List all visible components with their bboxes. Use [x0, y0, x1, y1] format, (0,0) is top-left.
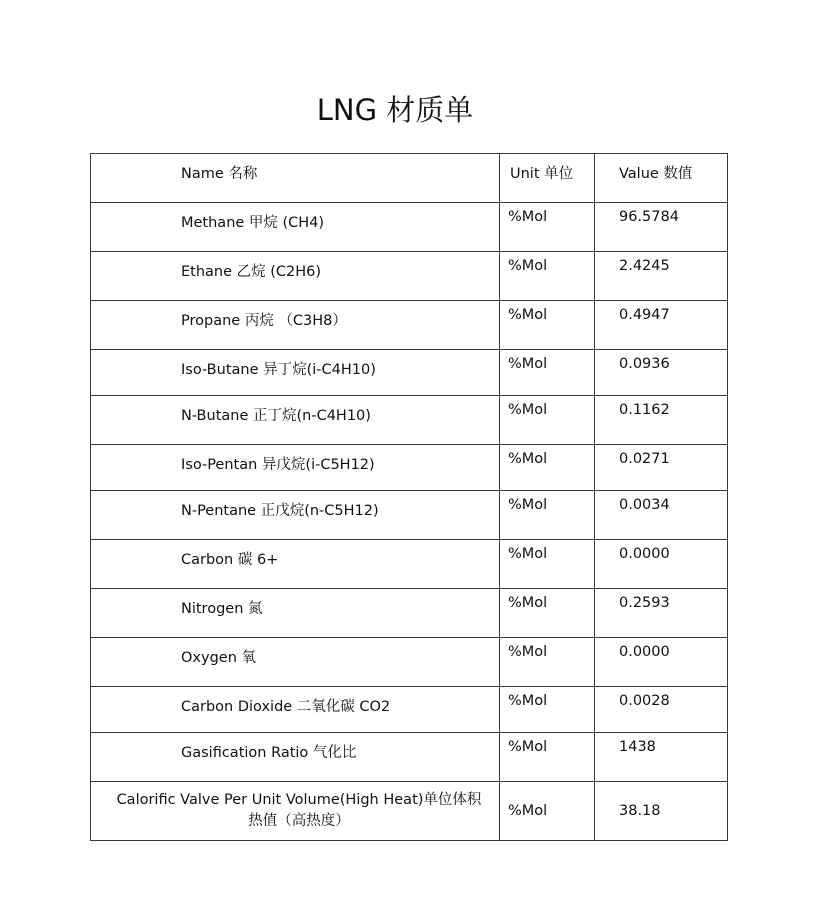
- row-value: 38.18: [595, 782, 728, 841]
- table-row: [91, 491, 728, 540]
- row-unit: %Mol: [500, 301, 595, 350]
- row-name-line-2: 热值（高热度）: [248, 813, 350, 829]
- row-value: 96.5784: [595, 203, 728, 252]
- table-row: [91, 540, 728, 589]
- row-name-line-1: Calorific Valve Per Unit Volume(High Heat)单位体积: [116, 792, 482, 808]
- table-row: [91, 638, 728, 687]
- row-name: [91, 782, 500, 841]
- row-value: 0.2593: [595, 589, 728, 638]
- row-value: 0.1162: [595, 396, 728, 445]
- header-name: Name 名称: [91, 154, 500, 203]
- table-header-row: [91, 154, 728, 203]
- table-row: [91, 445, 728, 491]
- row-unit: %Mol: [500, 782, 595, 841]
- row-value: 0.0034: [595, 491, 728, 540]
- table-row: [91, 396, 728, 445]
- table-row: [91, 687, 728, 733]
- row-name: Iso-Butane 异丁烷(i-C4H10): [91, 350, 500, 396]
- row-name: Nitrogen 氮: [91, 589, 500, 638]
- row-unit: %Mol: [500, 687, 595, 733]
- row-unit: %Mol: [500, 350, 595, 396]
- document-title: LNG 材质单: [316, 93, 474, 127]
- row-name: Methane 甲烷 (CH4): [91, 203, 500, 252]
- row-name: Ethane 乙烷 (C2H6): [91, 252, 500, 301]
- row-name: Propane 丙烷 （C3H8）: [91, 301, 500, 350]
- row-value: 2.4245: [595, 252, 728, 301]
- row-value: 0.0000: [595, 638, 728, 687]
- row-name: Iso-Pentan 异戊烷(i-C5H12): [91, 445, 500, 491]
- row-name: N-Pentane 正戊烷(n-C5H12): [91, 491, 500, 540]
- row-unit: %Mol: [500, 491, 595, 540]
- row-unit: %Mol: [500, 252, 595, 301]
- table-row: [91, 782, 728, 841]
- row-unit: %Mol: [500, 396, 595, 445]
- table-row: [91, 350, 728, 396]
- row-name: Carbon 碳 6+: [91, 540, 500, 589]
- table-row: [91, 252, 728, 301]
- row-name: Gasification Ratio 气化比: [91, 733, 500, 782]
- lng-spec-table: [90, 153, 728, 841]
- row-name: Oxygen 氧: [91, 638, 500, 687]
- row-value: 1438: [595, 733, 728, 782]
- header-unit: Unit 单位: [500, 154, 595, 203]
- table-row: [91, 733, 728, 782]
- row-unit: %Mol: [500, 733, 595, 782]
- row-value: 0.0028: [595, 687, 728, 733]
- table-row: [91, 589, 728, 638]
- row-unit: %Mol: [500, 589, 595, 638]
- row-unit: %Mol: [500, 638, 595, 687]
- row-name: N-Butane 正丁烷(n-C4H10): [91, 396, 500, 445]
- row-unit: %Mol: [500, 445, 595, 491]
- row-name: Carbon Dioxide 二氧化碳 CO2: [91, 687, 500, 733]
- table-row: [91, 301, 728, 350]
- row-value: 0.0000: [595, 540, 728, 589]
- row-unit: %Mol: [500, 540, 595, 589]
- row-value: 0.0936: [595, 350, 728, 396]
- row-unit: %Mol: [500, 203, 595, 252]
- row-value: 0.4947: [595, 301, 728, 350]
- table-row: [91, 203, 728, 252]
- row-value: 0.0271: [595, 445, 728, 491]
- header-value: Value 数值: [595, 154, 728, 203]
